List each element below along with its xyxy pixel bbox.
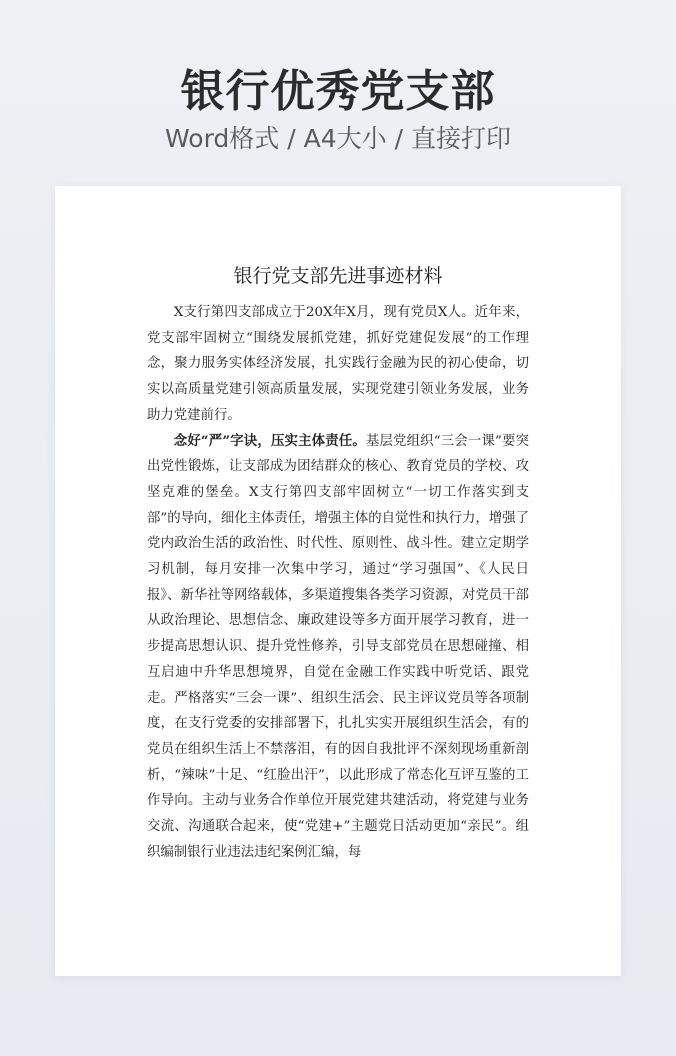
document-page (55, 186, 621, 976)
page-subtitle: Word格式 / A4大小 / 直接打印 (165, 124, 511, 153)
document-paragraph-2 (147, 429, 529, 866)
page-title: 银行优秀党支部 (180, 66, 496, 117)
paragraph-2-body: 基层党组织“三会一课”要突出党性锻炼，让支部成为团结群众的核心、教育党员的学校、攻坚克难的堡垒。X支行第四支部牢固树立“一切工作落实到支部”的导向，细化主体责任，增强主体的自觉性和执行力，增强了党内政治生活的政治性、时代性、原则性、战斗性。建立定期学习机制，每月安排一次集中学习，通过“学习强国”、《人民日报》、新华社等网络载体，多渠道搜集各类学习资源，对党员干部从政治理论、思想信念、廉政建设等多方面开展学习教育，进一步提高思想认识、提升党性修养，引导支部党员在思想碰撞、相互启迪中升华思想境界，自觉在金融工作实践中听党话、跟党走。严格落实“三会一课”、组织生活会、民主评议党员等各项制度，在支行党委的安排部署下，扎扎实实开展组织生活会，有的党员在组织生活上不禁落泪，有的因自我批评不深刻现场重新剖析，“辣味”十足、“红脸出汗”，以此形成了常态化互评互鉴的工作导向。主动与业务合作单位开展党建共建活动，将党建与业务交流、沟通联合起来，使“党建+”主题党日活动更加“亲民”。组织编制银行业违法违纪案例汇编，每 (147, 433, 529, 860)
paragraph-2-lead: 念好“严”字诀，压实主体责任。 (173, 432, 366, 449)
document-title: 银行党支部先进事迹材料 (233, 265, 443, 287)
page-header (0, 62, 676, 156)
document-paragraph-1: X支行第四支部成立于20X年X月，现有党员X人。近年来，党支部牢固树立“围绕发展抓党建，抓好党建促发展”的工作理念，聚力服务实体经济发展，扎实践行金融为民的初心使命，切实以高质量党建引领高质量发展，实现党建引领业务发展，业务助力党建前行。 (147, 305, 529, 423)
